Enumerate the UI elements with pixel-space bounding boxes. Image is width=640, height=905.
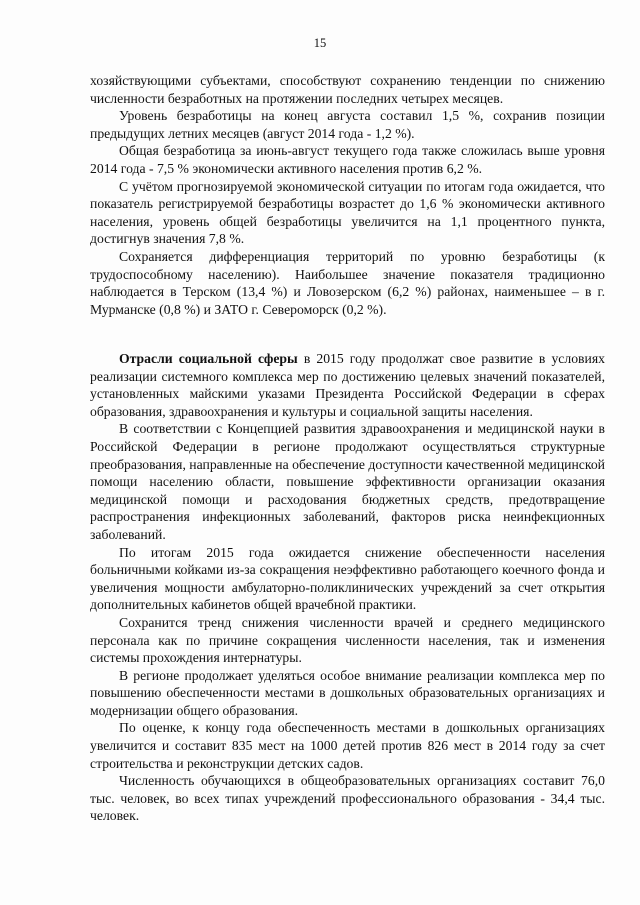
section-lead-rest: в 2015 году продолжат свое развитие в условиях реализации системного комплекса мер по достижению целевых значений показателей, установленных майскими указами Президента Российской Федерации в сферах образования, здравоохранения и культуры и социальной защиты населения. (90, 351, 605, 419)
paragraph-healthcare-concept: В соответствии с Концепцией развития здравоохранения и медицинской науки в Российской Федерации в регионе продолжают осуществляться структурные преобразования, направленные на обеспечение доступности качественной медицинской помощи населению области, повышение эффективности организации оказания медицинской помощи и расходования бюджетных средств, предотвращение распространения инфекционных заболеваний, факторов риска неинфекционных заболеваний. (90, 421, 605, 542)
paragraph-forecast: С учётом прогнозируемой экономической ситуации по итогам года ожидается, что показатель регистрируемой безработицы возрастет до 1,6 % экономически активного населения, уровень общей безработицы увеличится на 1,1 процентного пункта, достигнув значения 7,8 %. (90, 178, 605, 247)
text-block-social-sphere (90, 350, 605, 825)
paragraph-unemployment-level: Уровень безработицы на конец августа составил 1,5 %, сохранив позиции предыдущих летних месяцев (август 2014 года - 1,2 %). (90, 108, 605, 141)
section-lead: Отрасли социальной сферы (119, 351, 298, 366)
paragraph-territorial-differentiation: Сохраняется дифференциация территорий по уровню безработицы (к трудоспособному населению). Наибольшее значение показателя традиционно наблюдается в Терском (13,4 %) и Ловозерском (6,2 %) районах, наименьшее – в г. Мурманске (0,8 %) и ЗАТО г. Североморск (0,2 %). (90, 248, 605, 317)
paragraph-medical-staff: Сохранится тренд снижения численности врачей и среднего медицинского персонала как по причине сокращения численности населения, так и изменения системы прохождения интернатуры. (90, 614, 605, 666)
paragraph-hospital-beds: По итогам 2015 года ожидается снижение обеспеченности населения больничными койками из-за сокращения неэффективно работающего коечного фонда и увеличения мощности амбулаторно-поликлинических учреждений за счет открытия дополнительных кабинетов общей врачебной практики. (90, 544, 605, 613)
paragraph-preschool-measures: В регионе продолжает уделяться особое внимание реализации комплекса мер по повышению обеспеченности местами в дошкольных образовательных организациях и модернизации общего образования. (90, 667, 605, 718)
paragraph-students-count: Численность обучающихся в общеобразовательных организациях составит 76,0 тыс. человек, во всех типах учреждений профессионального образования - 34,4 тыс. человек. (90, 773, 605, 824)
text-block-unemployment (90, 72, 605, 318)
paragraph-social-sphere-intro (90, 350, 605, 420)
page-number: 15 (313, 36, 327, 50)
paragraph-continuation: хозяйствующими субъектами, способствуют сохранению тенденции по снижению численности безработных на протяжении последних четырех месяцев. (90, 73, 605, 106)
paragraph-total-unemployment: Общая безработица за июнь-август текущего года также сложилась выше уровня 2014 года - 7,5 % экономически активного населения против 6,2 %. (90, 143, 605, 176)
paragraph-preschool-places: По оценке, к концу года обеспеченность местами в дошкольных организациях увеличится и составит 835 мест на 1000 детей против 826 мест в 2014 году за счет строительства и реконструкции детских садов. (90, 720, 605, 771)
